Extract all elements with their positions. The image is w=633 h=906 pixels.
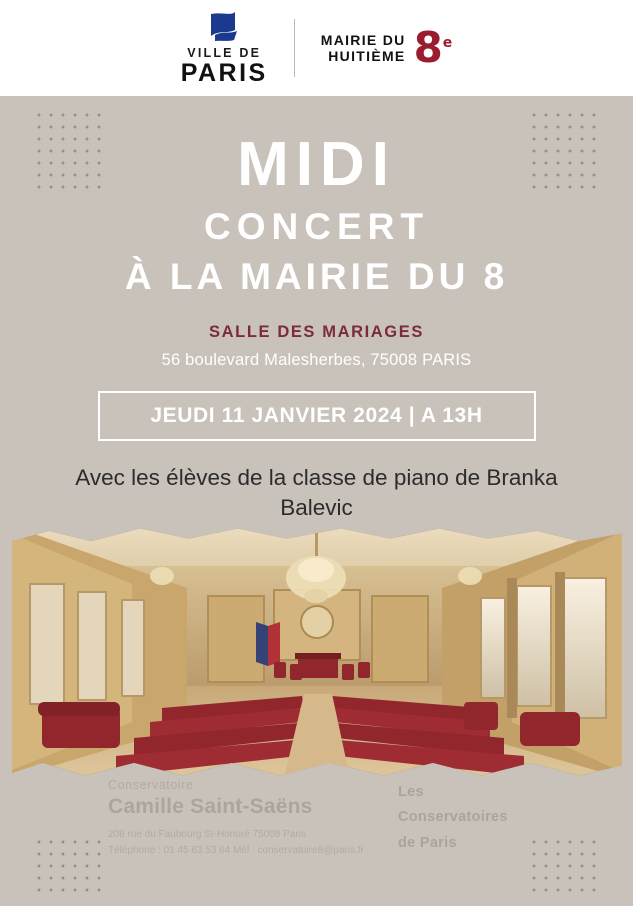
performers-text: Avec les élèves de la classe de piano de Branka Balevic <box>75 465 558 521</box>
mairie-text <box>321 32 406 64</box>
eight-arrondissement-mark <box>413 23 453 72</box>
mairie-line1: MAIRIE DU <box>320 31 406 48</box>
event-date: JEUDI 11 JANVIER 2024 | A 13H <box>150 404 483 427</box>
conservatoire-address-line1: 208 rue du Faubourg St-Honoré 75008 Paris <box>108 829 306 840</box>
date-box <box>98 391 536 441</box>
conservatoire-contact-line: Téléphone : 01 45 63 53 64 Mél : conservatoire8@paris.fr <box>108 844 364 856</box>
poster-body <box>0 96 633 906</box>
salle-des-mariages-photo <box>12 526 622 778</box>
venue-name: SALLE DES MARIAGES <box>209 323 424 341</box>
ville-de-paris-logo <box>181 10 268 86</box>
mairie-du-huitieme-logo <box>320 23 453 72</box>
conservatoires-de-paris-block <box>398 780 508 856</box>
poster-title-sub1: CONCERT <box>204 206 429 247</box>
header-logos <box>0 0 633 96</box>
eight-digit: 8 <box>413 23 443 72</box>
poster-footer <box>0 772 633 906</box>
venue-address: 56 boulevard Malesherbes, 75008 PARIS <box>161 351 472 369</box>
mairie-line2: HUITIÈME <box>328 48 406 64</box>
network-line2: Conservatoires <box>398 809 508 826</box>
conservatoire-block <box>108 778 364 858</box>
poster-title-sub2: À LA MAIRIE DU 8 <box>124 256 509 297</box>
network-line1: Les <box>398 784 424 800</box>
conservatoire-label: Conservatoire <box>108 778 194 792</box>
photo-frame <box>12 526 622 778</box>
eight-sup: e <box>442 35 453 51</box>
network-line3: de Paris <box>398 834 457 851</box>
title-block <box>0 96 633 524</box>
ville-label: VILLE DE <box>187 46 262 61</box>
poster-title-main: MIDI <box>237 130 396 199</box>
logo-divider <box>294 19 295 77</box>
paris-boat-icon <box>201 10 247 44</box>
conservatoire-name: Camille Saint-Saëns <box>108 795 313 818</box>
paris-label: PARIS <box>180 58 268 87</box>
